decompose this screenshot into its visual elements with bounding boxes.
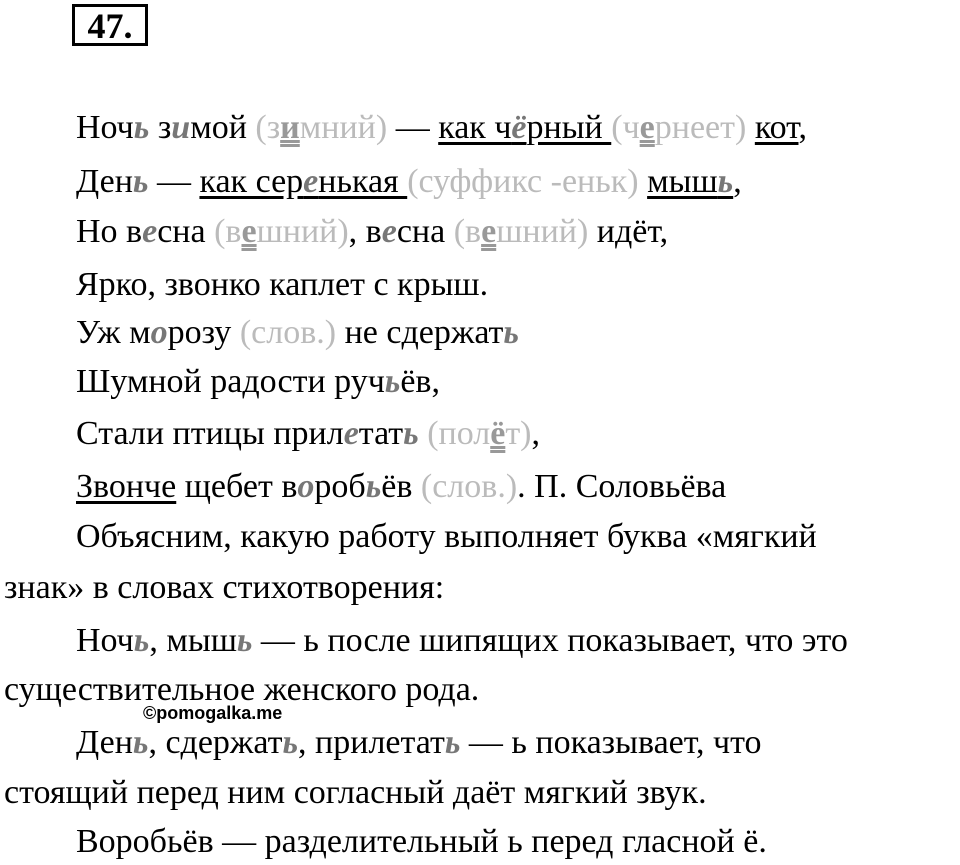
explanation-p3-line2: стоящий перед ним согласный даёт мягкий звук. [4,774,707,811]
poem-line-3: Но весна (вешний), весна (вешний) идёт, [76,213,669,250]
poem-line-2: День — как серенькая (суффикс -еньк) мышь, [76,163,742,200]
exercise-number: 47. [72,4,148,46]
explanation-p1-line2: знак» в словах стихотворения: [4,569,445,606]
explanation-p2-line2: существительное женского рода. [4,671,480,708]
explanation-p4: Воробьёв — разделительный ь перед гласной ё. [76,823,767,860]
poem-line-1: Ночь зимой (зимний) — как чёрный (чернеет) кот, [76,109,807,146]
poem-line-5: Уж морозу (слов.) не сдержать [76,314,519,351]
poem-line-4: Ярко, звонко каплет с крыш. [76,266,489,303]
explanation-p1-line1: Объясним, какую работу выполняет буква «мягкий [76,518,817,555]
explanation-p2-line1: Ночь, мышь — ь после шипящих показывает, что это [76,622,848,659]
poem-line-6: Шумной радости ручьёв, [76,363,440,400]
poem-line-8: Звонче щебет воробьёв (слов.). П. Соловьёва [76,468,727,505]
poem-line-7: Стали птицы прилетать (полёт), [76,415,541,452]
watermark: ©pomogalka.me [143,703,283,723]
explanation-p3-line1: День, сдержать, прилетать — ь показывает, что [76,724,762,761]
